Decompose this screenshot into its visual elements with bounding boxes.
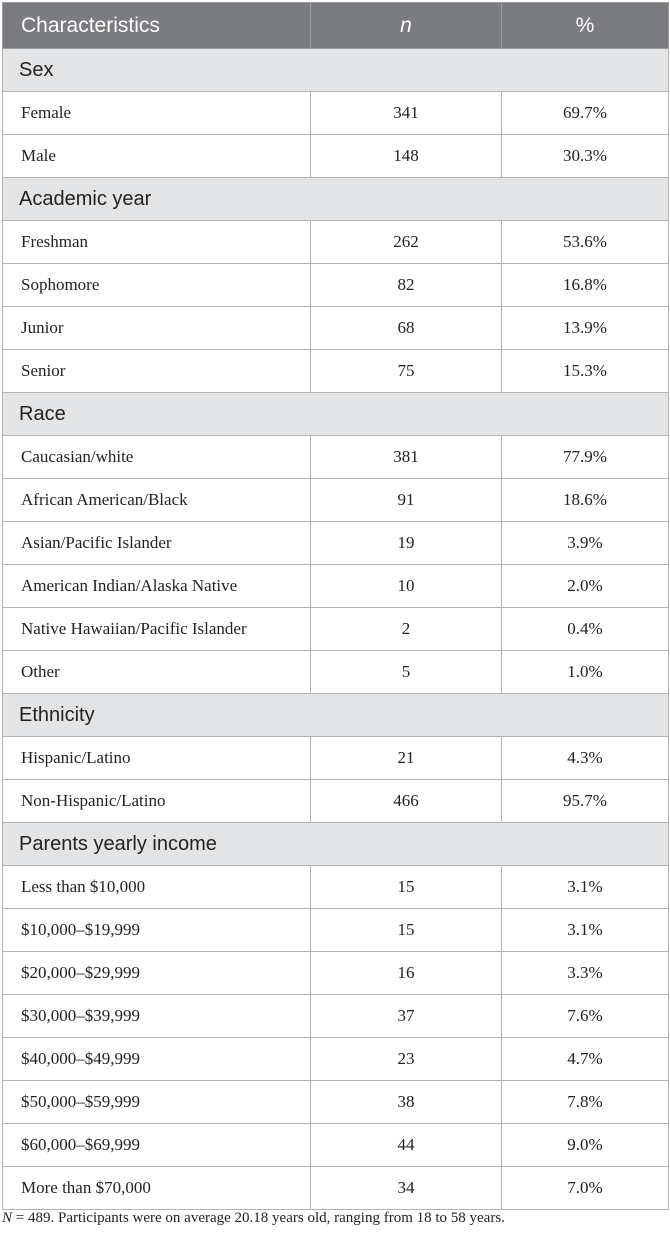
table-row — [3, 522, 669, 565]
table-footnote — [2, 1210, 505, 1227]
row-percent-cell: 3.1% — [502, 909, 669, 952]
table-row — [3, 651, 669, 694]
table-row — [3, 780, 669, 823]
table-row — [3, 1167, 669, 1210]
row-percent-cell: 13.9% — [502, 307, 669, 350]
table-header — [3, 3, 669, 49]
row-n-cell: 5 — [311, 651, 502, 694]
row-percent-cell: 9.0% — [502, 1124, 669, 1167]
row-label-cell: $10,000–$19,999 — [3, 909, 311, 952]
row-percent-cell: 3.9% — [502, 522, 669, 565]
row-n-cell: 262 — [311, 221, 502, 264]
section-header-row — [3, 823, 669, 866]
table-row — [3, 221, 669, 264]
row-n-cell: 34 — [311, 1167, 502, 1210]
row-label-cell: $60,000–$69,999 — [3, 1124, 311, 1167]
row-percent-cell: 95.7% — [502, 780, 669, 823]
table-row — [3, 135, 669, 178]
table-row — [3, 92, 669, 135]
row-percent-cell: 2.0% — [502, 565, 669, 608]
table-row — [3, 866, 669, 909]
section-header-row — [3, 49, 669, 92]
row-n-cell: 148 — [311, 135, 502, 178]
row-label-cell: Native Hawaiian/Pacific Islander — [3, 608, 311, 651]
row-n-cell: 38 — [311, 1081, 502, 1124]
row-n-cell: 75 — [311, 350, 502, 393]
row-n-cell: 466 — [311, 780, 502, 823]
row-label-cell: $40,000–$49,999 — [3, 1038, 311, 1081]
row-percent-cell: 7.0% — [502, 1167, 669, 1210]
section-header-row — [3, 178, 669, 221]
row-n-cell: 37 — [311, 995, 502, 1038]
row-n-cell: 381 — [311, 436, 502, 479]
section-title: Academic year — [3, 178, 669, 221]
row-label-cell: Other — [3, 651, 311, 694]
row-percent-cell: 16.8% — [502, 264, 669, 307]
row-label-cell: Freshman — [3, 221, 311, 264]
row-percent-cell: 30.3% — [502, 135, 669, 178]
header-percent: % — [502, 3, 669, 49]
row-percent-cell: 3.1% — [502, 866, 669, 909]
row-label-cell: American Indian/Alaska Native — [3, 565, 311, 608]
row-label-cell: Sophomore — [3, 264, 311, 307]
header-n: n — [311, 3, 502, 49]
row-label-cell: Caucasian/white — [3, 436, 311, 479]
table-row — [3, 737, 669, 780]
row-n-cell: 68 — [311, 307, 502, 350]
table-body — [3, 49, 669, 1210]
row-n-cell: 23 — [311, 1038, 502, 1081]
header-row — [3, 3, 669, 49]
header-characteristics: Characteristics — [3, 3, 311, 49]
table-row — [3, 1081, 669, 1124]
section-title: Sex — [3, 49, 669, 92]
row-n-cell: 2 — [311, 608, 502, 651]
section-header-row — [3, 393, 669, 436]
table-row — [3, 952, 669, 995]
row-label-cell: Non-Hispanic/Latino — [3, 780, 311, 823]
row-n-cell: 16 — [311, 952, 502, 995]
row-percent-cell: 3.3% — [502, 952, 669, 995]
row-label-cell: $30,000–$39,999 — [3, 995, 311, 1038]
row-percent-cell: 53.6% — [502, 221, 669, 264]
row-label-cell: Less than $10,000 — [3, 866, 311, 909]
section-title: Parents yearly income — [3, 823, 669, 866]
table-row — [3, 307, 669, 350]
table-row — [3, 608, 669, 651]
row-label-cell: Female — [3, 92, 311, 135]
table-row — [3, 1124, 669, 1167]
row-n-cell: 19 — [311, 522, 502, 565]
row-percent-cell: 0.4% — [502, 608, 669, 651]
table-row — [3, 350, 669, 393]
row-label-cell: Male — [3, 135, 311, 178]
row-n-cell: 10 — [311, 565, 502, 608]
footnote-n-symbol: N — [2, 1210, 13, 1226]
row-label-cell: Hispanic/Latino — [3, 737, 311, 780]
table-row — [3, 1038, 669, 1081]
row-label-cell: $20,000–$29,999 — [3, 952, 311, 995]
row-n-cell: 44 — [311, 1124, 502, 1167]
row-percent-cell: 4.3% — [502, 737, 669, 780]
row-n-cell: 82 — [311, 264, 502, 307]
demographics-table-container — [2, 2, 668, 1210]
footnote-text: = 489. Participants were on average 20.18 years old, ranging from 18 to 58 years. — [12, 1210, 505, 1226]
row-percent-cell: 7.6% — [502, 995, 669, 1038]
section-title: Race — [3, 393, 669, 436]
row-percent-cell: 18.6% — [502, 479, 669, 522]
row-percent-cell: 69.7% — [502, 92, 669, 135]
row-label-cell: Senior — [3, 350, 311, 393]
row-n-cell: 21 — [311, 737, 502, 780]
row-label-cell: Asian/Pacific Islander — [3, 522, 311, 565]
row-label-cell: Junior — [3, 307, 311, 350]
table-row — [3, 436, 669, 479]
row-label-cell: More than $70,000 — [3, 1167, 311, 1210]
table-row — [3, 565, 669, 608]
table-row — [3, 479, 669, 522]
row-percent-cell: 7.8% — [502, 1081, 669, 1124]
row-percent-cell: 1.0% — [502, 651, 669, 694]
section-header-row — [3, 694, 669, 737]
row-n-cell: 91 — [311, 479, 502, 522]
row-n-cell: 341 — [311, 92, 502, 135]
section-title: Ethnicity — [3, 694, 669, 737]
table-row — [3, 909, 669, 952]
row-percent-cell: 15.3% — [502, 350, 669, 393]
row-percent-cell: 4.7% — [502, 1038, 669, 1081]
row-n-cell: 15 — [311, 866, 502, 909]
row-percent-cell: 77.9% — [502, 436, 669, 479]
demographics-table — [2, 2, 669, 1210]
table-row — [3, 264, 669, 307]
row-label-cell: $50,000–$59,999 — [3, 1081, 311, 1124]
table-row — [3, 995, 669, 1038]
row-label-cell: African American/Black — [3, 479, 311, 522]
row-n-cell: 15 — [311, 909, 502, 952]
